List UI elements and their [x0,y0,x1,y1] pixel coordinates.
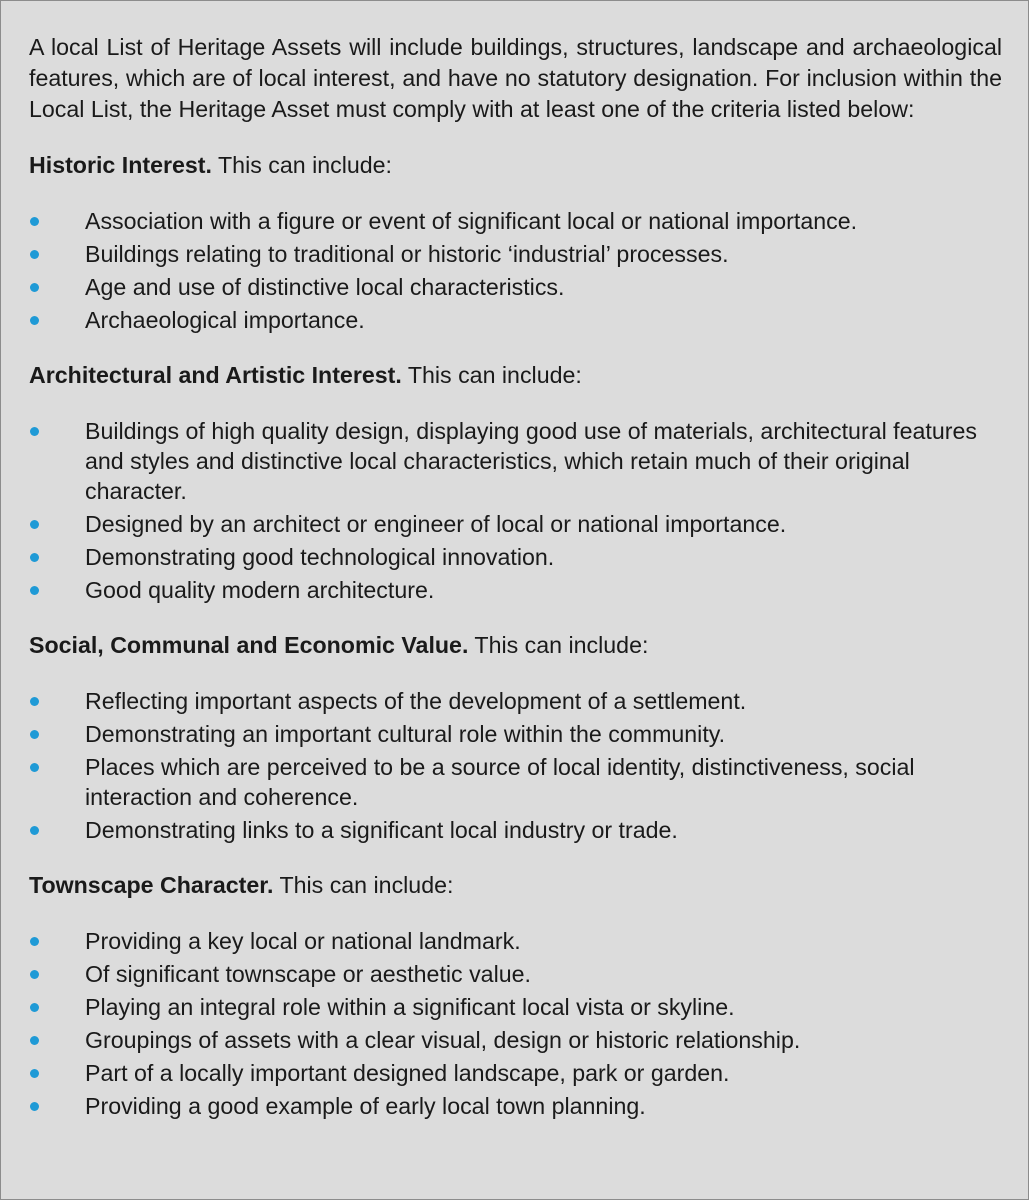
list-item-text: Reflecting important aspects of the development of a settlement. [85,688,747,714]
bullet-icon [30,1069,39,1078]
list-item [29,206,1002,236]
list-item-text: Groupings of assets with a clear visual, design or historic relationship. [85,1027,801,1053]
list-item [29,1058,1002,1088]
list-item-text: Age and use of distinctive local characteristics. [85,274,565,300]
list-item-text: Buildings of high quality design, displaying good use of materials, architectural features and styles and distinctive local characteristics, which retain much of their original character. [85,418,977,504]
list-item [29,752,1002,812]
criteria-sections [29,150,1002,1121]
list-item-text: Demonstrating good technological innovation. [85,544,555,570]
section-heading [29,630,1002,661]
list-item [29,926,1002,956]
bullet-icon [30,250,39,259]
list-item-text: Providing a key local or national landmark. [85,928,521,954]
list-item [29,272,1002,302]
list-item [29,509,1002,539]
section-heading [29,150,1002,181]
intro-paragraph: A local List of Heritage Assets will include buildings, structures, landscape and archaeological features, which are of local interest, and have no statutory designation. For inclusion within the Local List, the Heritage Asset must comply with at least one of the criteria listed below: [29,34,1002,122]
list-item-text: Demonstrating links to a significant local industry or trade. [85,817,678,843]
list-item [29,686,1002,716]
list-item [29,305,1002,335]
bullet-icon [30,763,39,772]
list-item-text: Archaeological importance. [85,307,365,333]
section-heading [29,360,1002,391]
list-item [29,959,1002,989]
bullet-icon [30,697,39,706]
list-item [29,992,1002,1022]
section-suffix: This can include: [273,872,454,898]
bullet-icon [30,283,39,292]
section-suffix: This can include: [211,152,393,178]
list-item [29,1091,1002,1121]
bullet-icon [30,730,39,739]
list-item [29,815,1002,845]
section-suffix: This can include: [401,362,582,388]
bullet-icon [30,520,39,529]
criteria-list [29,926,1002,1121]
list-item [29,719,1002,749]
criteria-content [29,32,1002,1124]
list-item [29,542,1002,572]
bullet-icon [30,1102,39,1111]
list-item-text: Buildings relating to traditional or historic ‘industrial’ processes. [85,241,729,267]
list-item-text: Part of a locally important designed landscape, park or garden. [85,1060,730,1086]
list-item-text: Places which are perceived to be a source of local identity, distinctiveness, social interaction and coherence. [85,754,915,810]
section-title: Historic Interest. [29,152,212,178]
list-item-text: Demonstrating an important cultural role within the community. [85,721,726,747]
bullet-icon [30,553,39,562]
criteria-list [29,686,1002,845]
bullet-icon [30,586,39,595]
list-item-text: Association with a figure or event of significant local or national importance. [85,208,858,234]
bullet-icon [30,970,39,979]
list-item-text: Of significant townscape or aesthetic value. [85,961,531,987]
section-heading [29,870,1002,901]
section-title: Social, Communal and Economic Value. [29,632,469,658]
list-item [29,575,1002,605]
bullet-icon [30,316,39,325]
list-item [29,1025,1002,1055]
section-suffix: This can include: [468,632,649,658]
bullet-icon [30,937,39,946]
bullet-icon [30,427,39,436]
bullet-icon [30,1003,39,1012]
bullet-icon [30,1036,39,1045]
criteria-list [29,416,1002,605]
list-item [29,239,1002,269]
section-title: Townscape Character. [29,872,274,898]
section-title: Architectural and Artistic Interest. [29,362,402,388]
list-item-text: Playing an integral role within a significant local vista or skyline. [85,994,735,1020]
list-item [29,416,1002,506]
list-item-text: Designed by an architect or engineer of local or national importance. [85,511,787,537]
bullet-icon [30,217,39,226]
list-item-text: Good quality modern architecture. [85,577,435,603]
criteria-list [29,206,1002,335]
list-item-text: Providing a good example of early local town planning. [85,1093,646,1119]
bullet-icon [30,826,39,835]
